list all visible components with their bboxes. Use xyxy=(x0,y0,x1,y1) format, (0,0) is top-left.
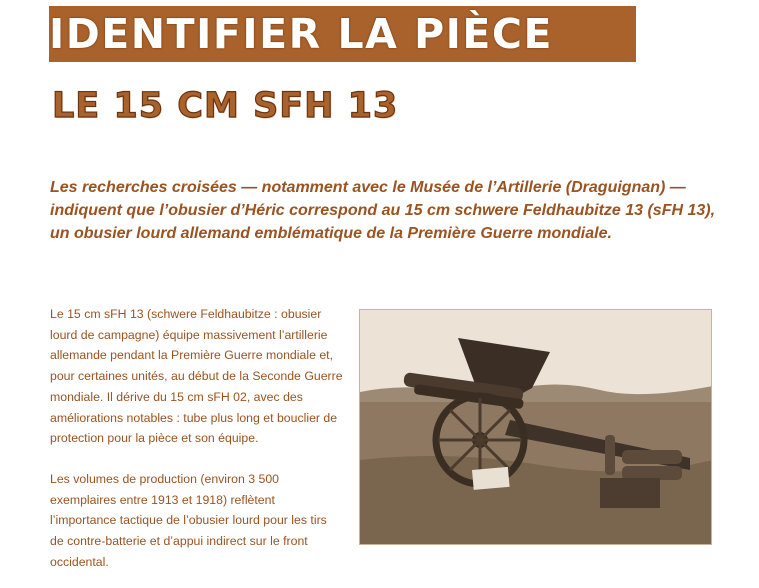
body-line: pour certaines unités, au début de la Seconde Guerre xyxy=(50,369,343,384)
body-text xyxy=(50,304,350,572)
body-line: améliorations notables : tube plus long et bouclier de xyxy=(50,410,338,425)
body-line: allemande pendant la Première Guerre mondiale et, xyxy=(50,348,333,363)
page-subtitle: LE 15 CM SFH 13 xyxy=(52,86,399,126)
body-line: l’importance tactique de l’obusier lourd pour les tirs xyxy=(50,513,327,528)
body-line: lourd de campagne) équipe massivement l’artillerie xyxy=(50,327,328,342)
body-line: de contre-batterie et d’appui indirect sur le front xyxy=(50,534,308,549)
body-line: protection pour la pièce et son équipe. xyxy=(50,431,259,446)
body-line: Les volumes de production (environ 3 500 xyxy=(50,471,279,486)
intro-paragraph xyxy=(50,176,750,245)
body-line: occidental. xyxy=(50,554,109,569)
intro-line: un obusier lourd allemand emblématique de la Première Guerre mondiale. xyxy=(50,225,612,242)
howitzer-photo xyxy=(359,309,712,545)
page-title: IDENTIFIER LA PIÈCE xyxy=(49,10,553,58)
howitzer-illustration xyxy=(360,310,712,545)
intro-line: indiquent que l’obusier d’Héric correspond au 15 cm schwere Feldhaubitze 13 (sFH 13), xyxy=(50,202,716,219)
body-line: Le 15 cm sFH 13 (schwere Feldhaubitze : obusier xyxy=(50,307,322,321)
intro-line: Les recherches croisées — notamment avec le Musée de l’Artillerie (Draguignan) — xyxy=(50,179,686,196)
body-line: mondiale. Il dérive du 15 cm sFH 02, avec des xyxy=(50,389,303,404)
body-line: exemplaires entre 1913 et 1918) reflètent xyxy=(50,492,275,507)
